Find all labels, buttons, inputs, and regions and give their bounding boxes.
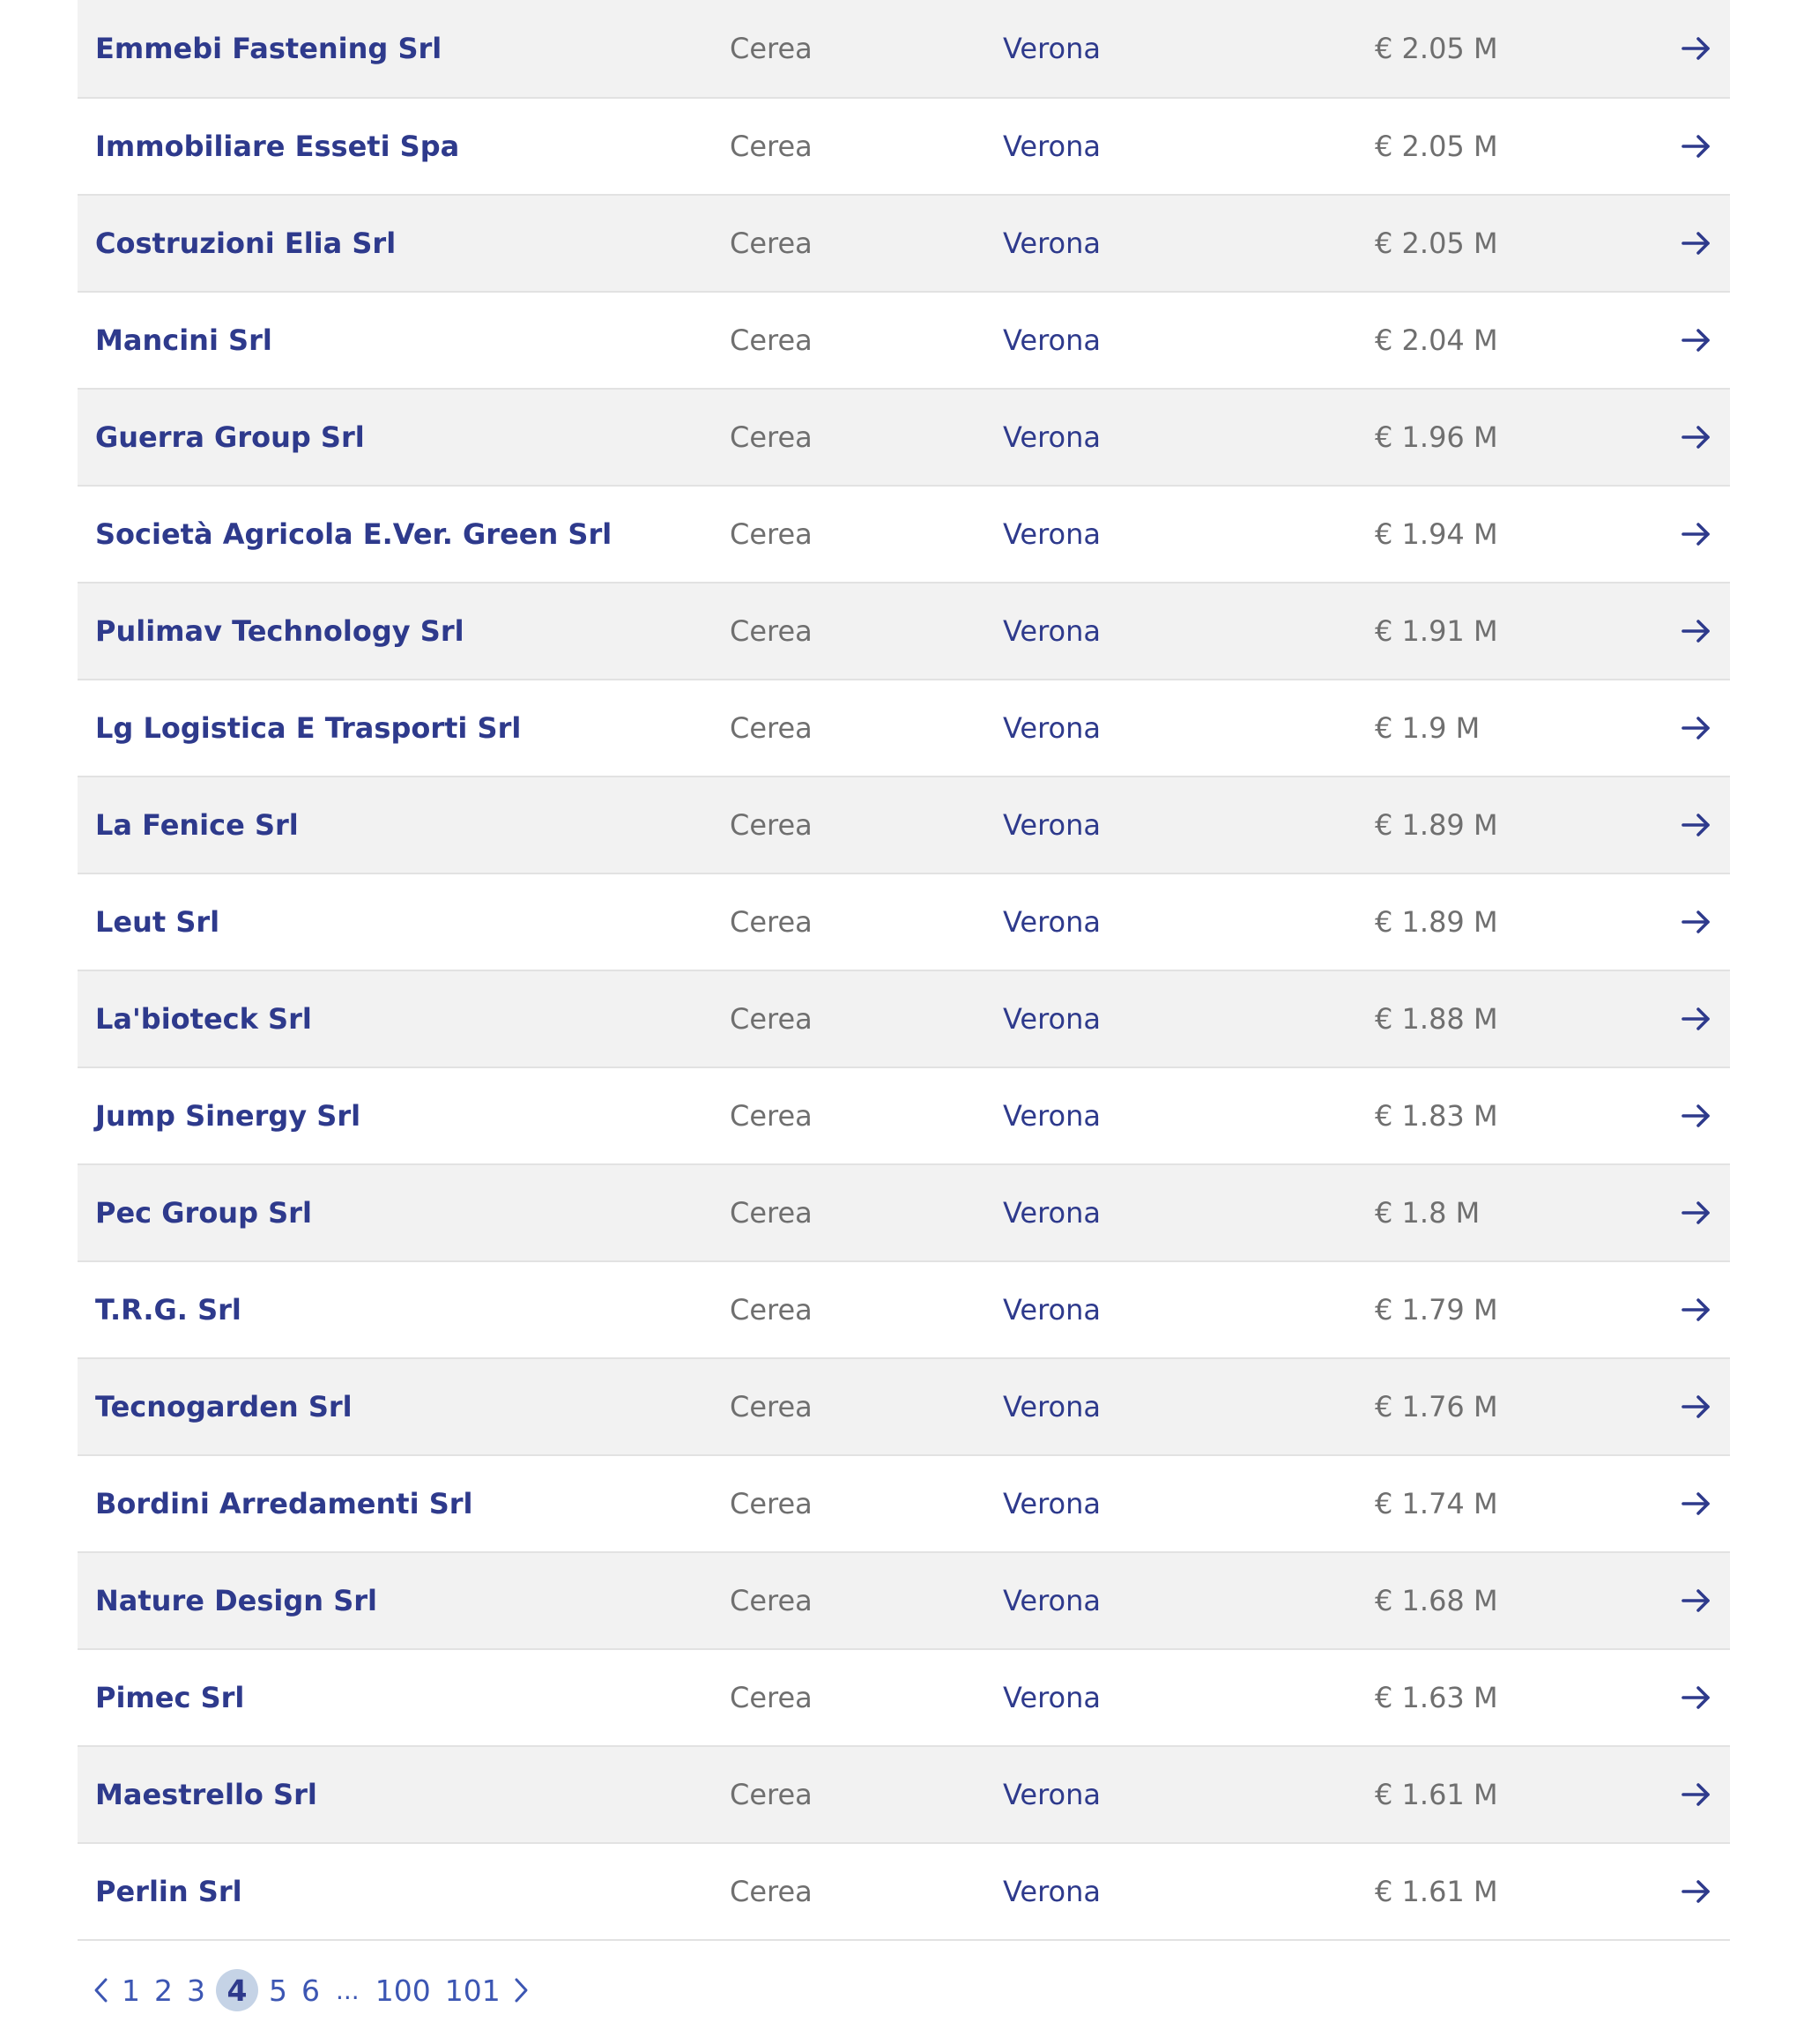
company-name-link[interactable]: La'bioteck Srl (95, 1002, 312, 1036)
table-row[interactable] (78, 776, 1730, 873)
company-city: Cerea (730, 1002, 813, 1036)
company-province: Verona (1003, 614, 1102, 648)
table-row[interactable] (78, 97, 1730, 194)
arrow-right-icon[interactable] (1679, 420, 1714, 455)
company-city: Cerea (730, 227, 813, 260)
company-revenue: € 1.89 M (1375, 808, 1498, 842)
table-row[interactable] (78, 1648, 1730, 1745)
company-revenue: € 1.76 M (1375, 1390, 1498, 1423)
company-name-link[interactable]: Jump Sinergy Srl (95, 1099, 361, 1133)
table-row[interactable] (78, 1842, 1730, 1939)
arrow-right-icon[interactable] (1679, 1777, 1714, 1812)
arrow-right-icon[interactable] (1679, 807, 1714, 843)
company-name-link[interactable]: Pimec Srl (95, 1681, 245, 1714)
company-name-link[interactable]: Pulimav Technology Srl (95, 614, 464, 648)
company-name-link[interactable]: Emmebi Fastening Srl (95, 32, 442, 65)
company-city: Cerea (730, 1293, 813, 1327)
arrow-right-icon[interactable] (1679, 31, 1714, 66)
arrow-right-icon[interactable] (1679, 226, 1714, 261)
current-page[interactable]: 4 (216, 1969, 258, 2011)
company-province: Verona (1003, 711, 1102, 745)
table-row[interactable] (78, 1260, 1730, 1357)
next-page-button[interactable] (508, 1968, 534, 2012)
arrow-right-icon[interactable] (1679, 710, 1714, 746)
company-city: Cerea (730, 808, 813, 842)
table-row[interactable] (78, 0, 1730, 97)
page-link-6[interactable]: 6 (301, 1973, 320, 2008)
company-province: Verona (1003, 227, 1102, 260)
arrow-right-icon[interactable] (1679, 517, 1714, 552)
companies-table (78, 0, 1730, 1941)
table-row[interactable] (78, 1357, 1730, 1454)
company-province: Verona (1003, 1681, 1102, 1714)
table-row[interactable] (78, 1454, 1730, 1551)
company-city: Cerea (730, 1390, 813, 1423)
company-name-link[interactable]: Perlin Srl (95, 1875, 242, 1908)
company-name-link[interactable]: Immobiliare Esseti Spa (95, 130, 460, 163)
page-link-3[interactable]: 3 (187, 1973, 205, 2008)
company-revenue: € 1.79 M (1375, 1293, 1498, 1327)
table-row[interactable] (78, 1067, 1730, 1163)
company-city: Cerea (730, 711, 813, 745)
company-city: Cerea (730, 420, 813, 454)
company-city: Cerea (730, 323, 813, 357)
company-revenue: € 1.83 M (1375, 1099, 1498, 1133)
company-revenue: € 1.61 M (1375, 1875, 1498, 1908)
company-revenue: € 1.89 M (1375, 905, 1498, 939)
company-name-link[interactable]: Mancini Srl (95, 323, 272, 357)
company-city: Cerea (730, 32, 813, 65)
arrow-right-icon[interactable] (1679, 1292, 1714, 1327)
company-revenue: € 1.94 M (1375, 517, 1498, 551)
arrow-right-icon[interactable] (1679, 904, 1714, 940)
company-name-link[interactable]: Costruzioni Elia Srl (95, 227, 397, 260)
company-province: Verona (1003, 905, 1102, 939)
company-name-link[interactable]: Lg Logistica E Trasporti Srl (95, 711, 522, 745)
table-row[interactable] (78, 1745, 1730, 1842)
company-revenue: € 1.63 M (1375, 1681, 1498, 1714)
company-province: Verona (1003, 1196, 1102, 1230)
company-revenue: € 1.8 M (1375, 1196, 1481, 1230)
company-city: Cerea (730, 1875, 813, 1908)
company-city: Cerea (730, 614, 813, 648)
table-row[interactable] (78, 679, 1730, 776)
company-province: Verona (1003, 1875, 1102, 1908)
company-province: Verona (1003, 32, 1102, 65)
company-revenue: € 2.05 M (1375, 227, 1498, 260)
company-revenue: € 1.68 M (1375, 1584, 1498, 1617)
company-province: Verona (1003, 1584, 1102, 1617)
page-link-1[interactable]: 1 (122, 1973, 140, 2008)
company-name-link[interactable]: Pec Group Srl (95, 1196, 312, 1230)
company-province: Verona (1003, 1002, 1102, 1036)
arrow-right-icon[interactable] (1679, 1389, 1714, 1424)
company-province: Verona (1003, 323, 1102, 357)
table-row[interactable] (78, 970, 1730, 1067)
company-revenue: € 1.74 M (1375, 1487, 1498, 1520)
pagination (88, 1966, 534, 2015)
table-row[interactable] (78, 194, 1730, 291)
company-city: Cerea (730, 1778, 813, 1811)
company-city: Cerea (730, 130, 813, 163)
arrow-right-icon[interactable] (1679, 1486, 1714, 1521)
arrow-right-icon[interactable] (1679, 613, 1714, 649)
arrow-right-icon[interactable] (1679, 1098, 1714, 1133)
company-province: Verona (1003, 420, 1102, 454)
page-link-2[interactable]: 2 (154, 1973, 173, 2008)
company-revenue: € 1.88 M (1375, 1002, 1498, 1036)
company-province: Verona (1003, 1390, 1102, 1423)
table-row[interactable] (78, 1163, 1730, 1260)
company-city: Cerea (730, 1681, 813, 1714)
company-province: Verona (1003, 1487, 1102, 1520)
company-name-link[interactable]: Guerra Group Srl (95, 420, 365, 454)
table-row[interactable] (78, 388, 1730, 485)
chevron-right-icon (508, 1973, 534, 2007)
company-name-link[interactable]: Tecnogarden Srl (95, 1390, 353, 1423)
company-province: Verona (1003, 808, 1102, 842)
page-link-5[interactable]: 5 (269, 1973, 287, 2008)
company-province: Verona (1003, 517, 1102, 551)
arrow-right-icon[interactable] (1679, 1874, 1714, 1909)
company-city: Cerea (730, 1584, 813, 1617)
company-city: Cerea (730, 1487, 813, 1520)
company-city: Cerea (730, 1196, 813, 1230)
company-name-link[interactable]: Nature Design Srl (95, 1584, 377, 1617)
company-city: Cerea (730, 905, 813, 939)
company-name-link[interactable]: Leut Srl (95, 905, 220, 939)
company-revenue: € 1.91 M (1375, 614, 1498, 648)
company-revenue: € 1.61 M (1375, 1778, 1498, 1811)
company-province: Verona (1003, 1778, 1102, 1811)
company-city: Cerea (730, 1099, 813, 1133)
company-city: Cerea (730, 517, 813, 551)
table-row[interactable] (78, 291, 1730, 388)
company-revenue: € 1.96 M (1375, 420, 1498, 454)
company-name-link[interactable]: La Fenice Srl (95, 808, 299, 842)
page-link-100[interactable]: 100 (375, 1973, 431, 2008)
chevron-left-icon (88, 1973, 115, 2007)
company-province: Verona (1003, 130, 1102, 163)
company-revenue: € 2.05 M (1375, 32, 1498, 65)
arrow-right-icon[interactable] (1679, 129, 1714, 164)
table-row[interactable] (78, 873, 1730, 970)
arrow-right-icon[interactable] (1679, 323, 1714, 358)
arrow-right-icon[interactable] (1679, 1680, 1714, 1715)
company-name-link[interactable]: Bordini Arredamenti Srl (95, 1487, 473, 1520)
page-link-101[interactable]: 101 (444, 1973, 501, 2008)
table-row[interactable] (78, 1551, 1730, 1648)
arrow-right-icon[interactable] (1679, 1001, 1714, 1037)
prev-page-button[interactable] (88, 1968, 115, 2012)
company-revenue: € 2.04 M (1375, 323, 1498, 357)
company-province: Verona (1003, 1293, 1102, 1327)
table-row[interactable] (78, 582, 1730, 679)
arrow-right-icon[interactable] (1679, 1583, 1714, 1618)
company-name-link[interactable]: Società Agricola E.Ver. Green Srl (95, 517, 612, 551)
company-province: Verona (1003, 1099, 1102, 1133)
company-revenue: € 1.9 M (1375, 711, 1481, 745)
table-row[interactable] (78, 485, 1730, 582)
company-name-link[interactable]: T.R.G. Srl (95, 1293, 241, 1327)
company-revenue: € 2.05 M (1375, 130, 1498, 163)
pagination-ellipsis: ... (336, 1975, 360, 2005)
company-name-link[interactable]: Maestrello Srl (95, 1778, 317, 1811)
arrow-right-icon[interactable] (1679, 1195, 1714, 1230)
